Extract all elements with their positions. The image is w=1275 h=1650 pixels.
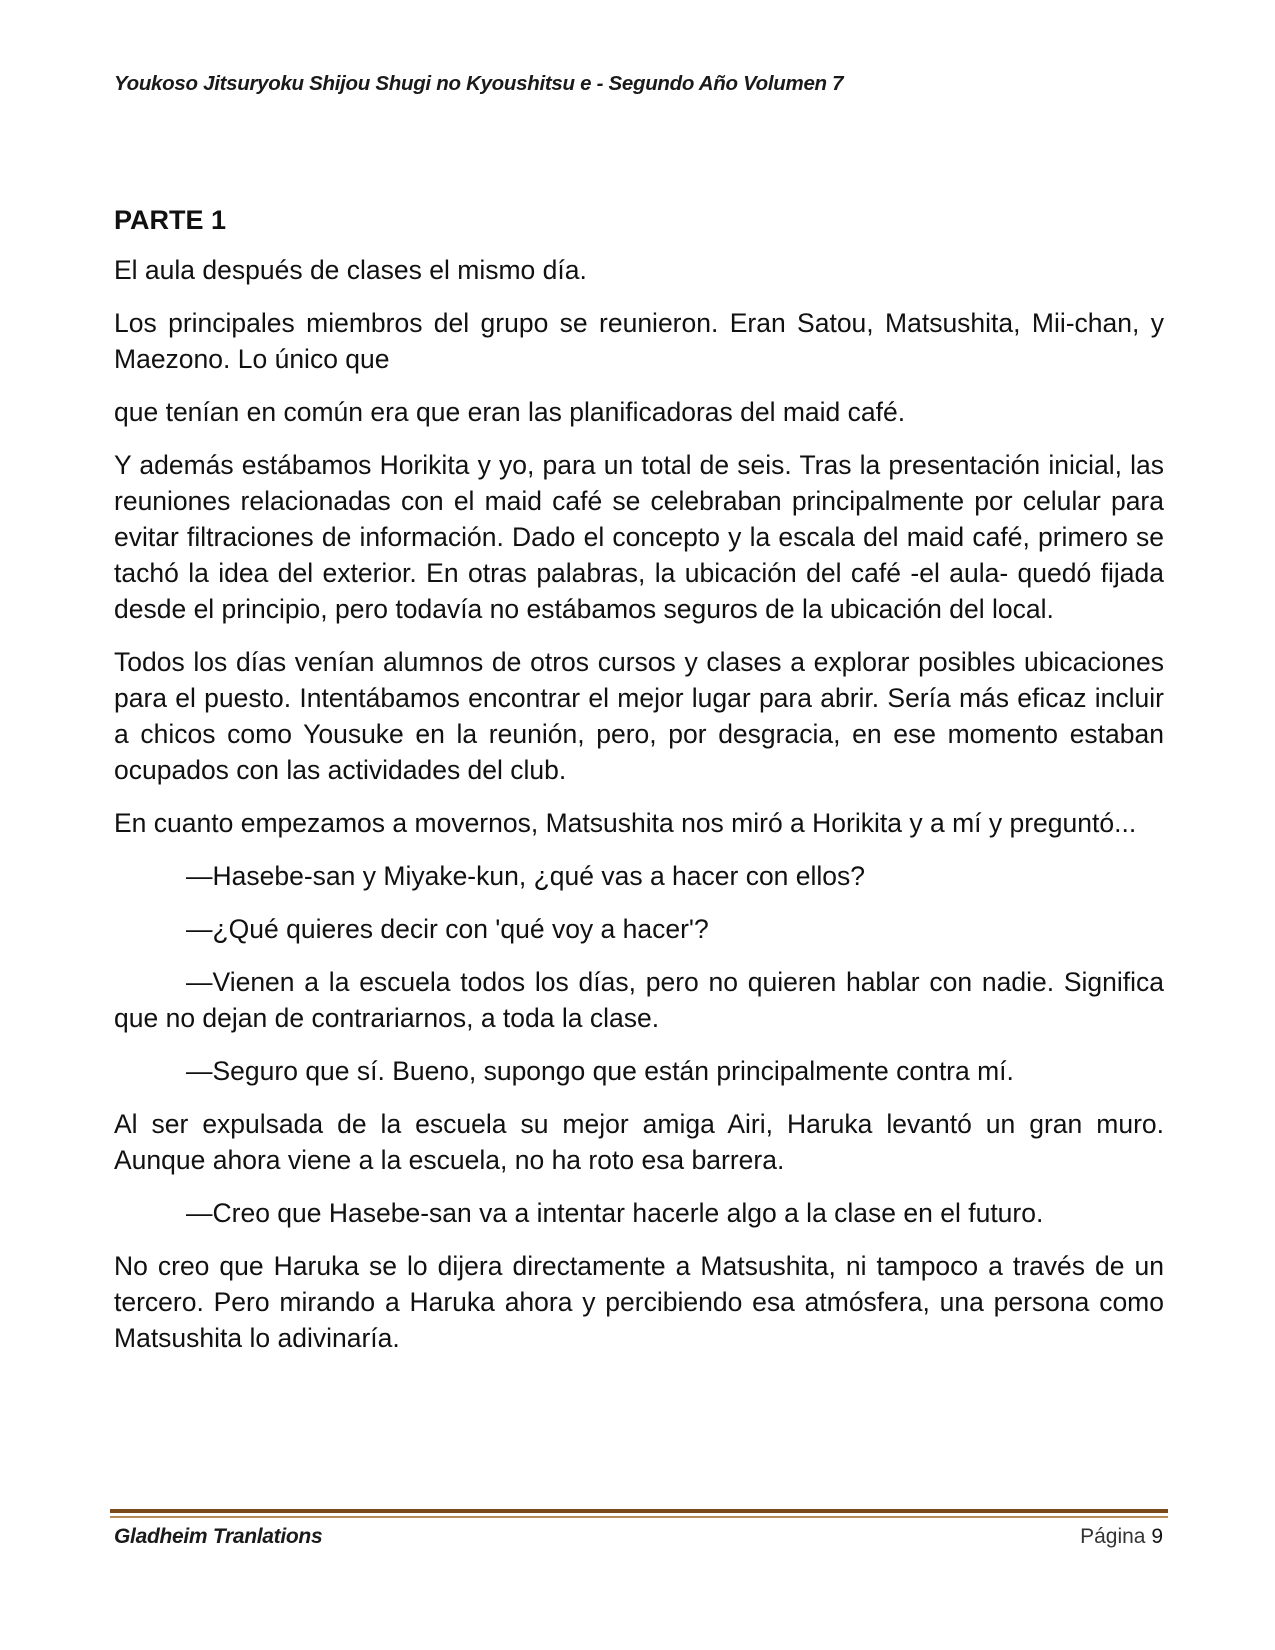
footer-divider bbox=[110, 1509, 1168, 1513]
paragraph: No creo que Haruka se lo dijera directamente a Matsushita, ni tampoco a través de un tercero. Pero mirando a Haruka ahora y percibiendo esa atmósfera, una persona como Matsushita lo adivinaría. bbox=[114, 1251, 1164, 1353]
page-indicator bbox=[1080, 1525, 1163, 1549]
paragraph: En cuanto empezamos a movernos, Matsushita nos miró a Horikita y a mí y preguntó... bbox=[114, 808, 1137, 838]
footer-divider-thin bbox=[110, 1516, 1168, 1518]
page-body bbox=[114, 202, 1164, 1373]
footer-credit: Gladheim Tranlations bbox=[114, 1525, 323, 1548]
running-header: Youkoso Jitsuryoku Shijou Shugi no Kyoushitsu e - Segundo Año Volumen 7 bbox=[114, 72, 844, 95]
dialogue-line: —¿Qué quieres decir con 'qué voy a hacer'? bbox=[186, 914, 709, 944]
dialogue-line: —Creo que Hasebe-san va a intentar hacerle algo a la clase en el futuro. bbox=[186, 1198, 1044, 1228]
dialogue-line: —Vienen a la escuela todos los días, pero no quieren hablar con nadie. Significa que no dejan de contrariarnos, a toda la clase. bbox=[114, 967, 1164, 1033]
page-label: Página bbox=[1080, 1525, 1146, 1548]
paragraph: Al ser expulsada de la escuela su mejor amiga Airi, Haruka levantó un gran muro. Aunque ahora viene a la escuela, no ha roto esa barrera. bbox=[114, 1109, 1164, 1175]
paragraph: Todos los días venían alumnos de otros cursos y clases a explorar posibles ubicaciones para el puesto. Intentábamos encontrar el mejor lugar para abrir. Sería más eficaz incluir a chicos como Yousuke en la reunión, pero, por desgracia, en ese momento estaban ocupados con las actividades del club. bbox=[114, 647, 1164, 785]
paragraph: Los principales miembros del grupo se reunieron. Eran Satou, Matsushita, Mii-chan, y Maezono. Lo único que bbox=[114, 308, 1164, 374]
dialogue-line: —Seguro que sí. Bueno, supongo que están principalmente contra mí. bbox=[186, 1056, 1014, 1086]
paragraph: que tenían en común era que eran las planificadoras del maid café. bbox=[114, 397, 906, 427]
page-number: 9 bbox=[1151, 1525, 1163, 1548]
paragraph: Y además estábamos Horikita y yo, para un total de seis. Tras la presentación inicial, las reuniones relacionadas con el maid café se celebraban principalmente por celular para evitar filtraciones de información. Dado el concepto y la escala del maid café, primero se tachó la idea del exterior. En otras palabras, la ubicación del café -el aula- quedó fijada desde el principio, pero todavía no estábamos seguros de la ubicación del local. bbox=[114, 450, 1164, 624]
section-heading: PARTE 1 bbox=[114, 205, 227, 235]
paragraph: El aula después de clases el mismo día. bbox=[114, 255, 587, 285]
dialogue-line: —Hasebe-san y Miyake-kun, ¿qué vas a hacer con ellos? bbox=[186, 861, 866, 891]
